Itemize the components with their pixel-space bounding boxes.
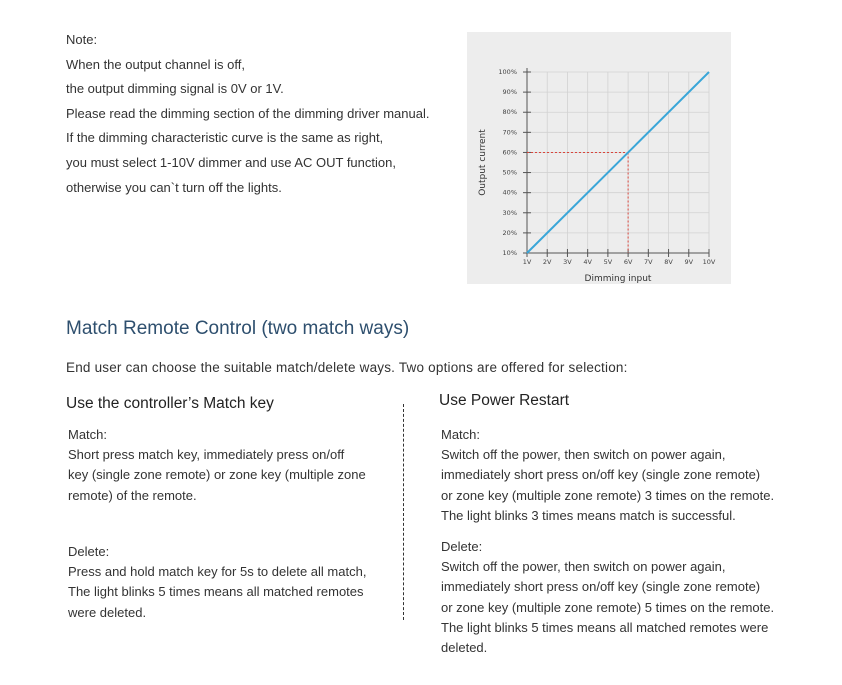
right-delete-line: Delete:: [441, 539, 483, 554]
left-delete-line: were deleted.: [68, 604, 147, 620]
section-title: Match Remote Control (two match ways): [66, 318, 410, 339]
right-delete-text: [441, 537, 774, 658]
x-tick-label: 3V: [563, 258, 572, 266]
section-intro: End user can choose the suitable match/delete ways. Two options are offered for selection:: [66, 360, 628, 375]
dimming-note: [66, 28, 429, 200]
left-delete-line: Press and hold match key for 5s to delete all match,: [68, 564, 367, 580]
series-line: [527, 72, 709, 253]
left-delete-line: Delete:: [68, 544, 110, 559]
left-match-line: remote) of the remote.: [68, 487, 197, 503]
note-line: you must select 1-10V dimmer and use AC OUT function,: [66, 154, 396, 170]
right-match-line: immediately short press on/off key (single zone remote): [441, 467, 761, 483]
left-match-line: key (single zone remote) or zone key (multiple zone: [68, 467, 366, 483]
y-axis-title: Output current: [478, 129, 488, 196]
y-tick-label: 60%: [502, 148, 517, 157]
note-line: Note:: [66, 32, 98, 47]
x-axis-title: Dimming input: [584, 274, 652, 284]
x-tick-label: 4V: [583, 258, 592, 266]
right-match-line: Match:: [441, 427, 481, 442]
note-line: otherwise you can`t turn off the lights.: [66, 179, 282, 195]
x-tick-label: 7V: [644, 258, 653, 266]
right-match-line: The light blinks 3 times means match is successful.: [441, 507, 736, 523]
note-line: When the output channel is off,: [66, 56, 245, 72]
right-match-text: [441, 425, 774, 526]
y-tick-label: 40%: [502, 188, 517, 197]
dimming-curve-plot: [467, 32, 731, 284]
dimming-curve-chart: [467, 32, 731, 284]
x-tick-label: 5V: [603, 258, 613, 266]
y-tick-label: 80%: [502, 108, 517, 117]
note-line: the output dimming signal is 0V or 1V.: [66, 81, 284, 97]
right-delete-line: The light blinks 5 times means all matched remotes were: [441, 619, 769, 635]
x-tick-label: 1V: [522, 258, 532, 266]
right-column-title: Use Power Restart: [439, 392, 570, 409]
y-tick-label: 10%: [502, 249, 517, 257]
y-tick-label: 100%: [498, 68, 517, 76]
x-tick-label: 8V: [664, 258, 673, 266]
right-delete-line: or zone key (multiple zone remote) 5 times on the remote.: [441, 599, 775, 615]
right-match-line: or zone key (multiple zone remote) 3 times on the remote.: [441, 487, 775, 503]
right-delete-line: deleted.: [441, 640, 488, 656]
x-tick-label: 6V: [623, 258, 633, 266]
left-match-text: [68, 425, 366, 506]
note-line: Please read the dimming section of the dimming driver manual.: [66, 105, 430, 121]
left-delete-line: The light blinks 5 times means all matched remotes: [68, 584, 364, 600]
note-line: If the dimming characteristic curve is the same as right,: [66, 130, 384, 146]
y-tick-label: 70%: [502, 128, 517, 137]
left-match-line: Short press match key, immediately press on/off: [68, 447, 345, 463]
column-divider: [403, 404, 404, 620]
x-tick-label: 10V: [702, 258, 716, 266]
right-delete-line: immediately short press on/off key (single zone remote): [441, 579, 761, 595]
y-tick-label: 20%: [502, 228, 517, 237]
y-tick-label: 50%: [502, 168, 517, 177]
x-tick-label: 2V: [542, 258, 552, 266]
y-tick-label: 30%: [502, 208, 517, 217]
y-tick-label: 90%: [502, 88, 517, 97]
right-delete-line: Switch off the power, then switch on power again,: [441, 559, 726, 575]
right-match-line: Switch off the power, then switch on power again,: [441, 447, 726, 463]
left-match-line: Match:: [68, 427, 108, 442]
left-delete-text: [68, 542, 366, 623]
left-column-title: Use the controller’s Match key: [66, 395, 274, 412]
x-tick-label: 9V: [684, 258, 694, 266]
